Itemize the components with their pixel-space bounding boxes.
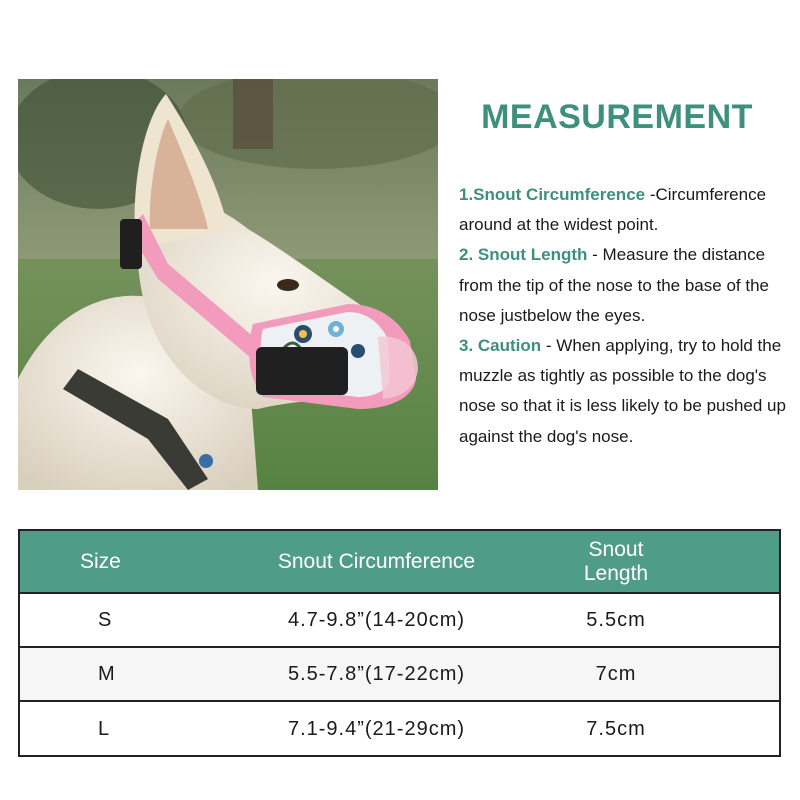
table-header: [20, 531, 779, 594]
table-row: [20, 702, 779, 756]
cell-snout-circumference: 4.7-9.8”(14-20cm): [287, 608, 466, 631]
cell-size: L: [98, 717, 111, 740]
table-row: [20, 594, 779, 648]
dog-wearing-muzzle-photo: [18, 79, 438, 490]
table-row: [20, 648, 779, 702]
instruction-snout-circumference: 1.Snout Circumference -Circumference around at the widest point.: [459, 185, 767, 235]
size-chart-table: [18, 529, 781, 757]
instruction-caution: 3. Caution - When applying, try to hold the muzzle as tightly as possible to the dog's nose so that it is less likely to be pushed up against the dog's nose.: [459, 336, 786, 446]
cell-snout-length: 7.5cm: [586, 717, 646, 740]
instruction-snout-length: 2. Snout Length - Measure the distance from the tip of the nose to the base of the nose justbelow the eyes.: [459, 245, 769, 325]
measurement-instructions: [459, 180, 794, 452]
header-snout-length: Snout Length: [583, 537, 649, 585]
measurement-title: MEASUREMENT: [481, 98, 753, 136]
cell-snout-circumference: 5.5-7.8”(17-22cm): [287, 662, 466, 685]
cell-snout-length: 7cm: [595, 662, 637, 685]
header-snout-circumference: Snout Circumference: [277, 549, 476, 573]
cell-size: S: [98, 608, 113, 631]
cell-size: M: [98, 662, 116, 685]
cell-snout-length: 5.5cm: [586, 608, 646, 631]
cell-snout-circumference: 7.1-9.4”(21-29cm): [287, 717, 466, 740]
header-size: Size: [80, 549, 121, 573]
